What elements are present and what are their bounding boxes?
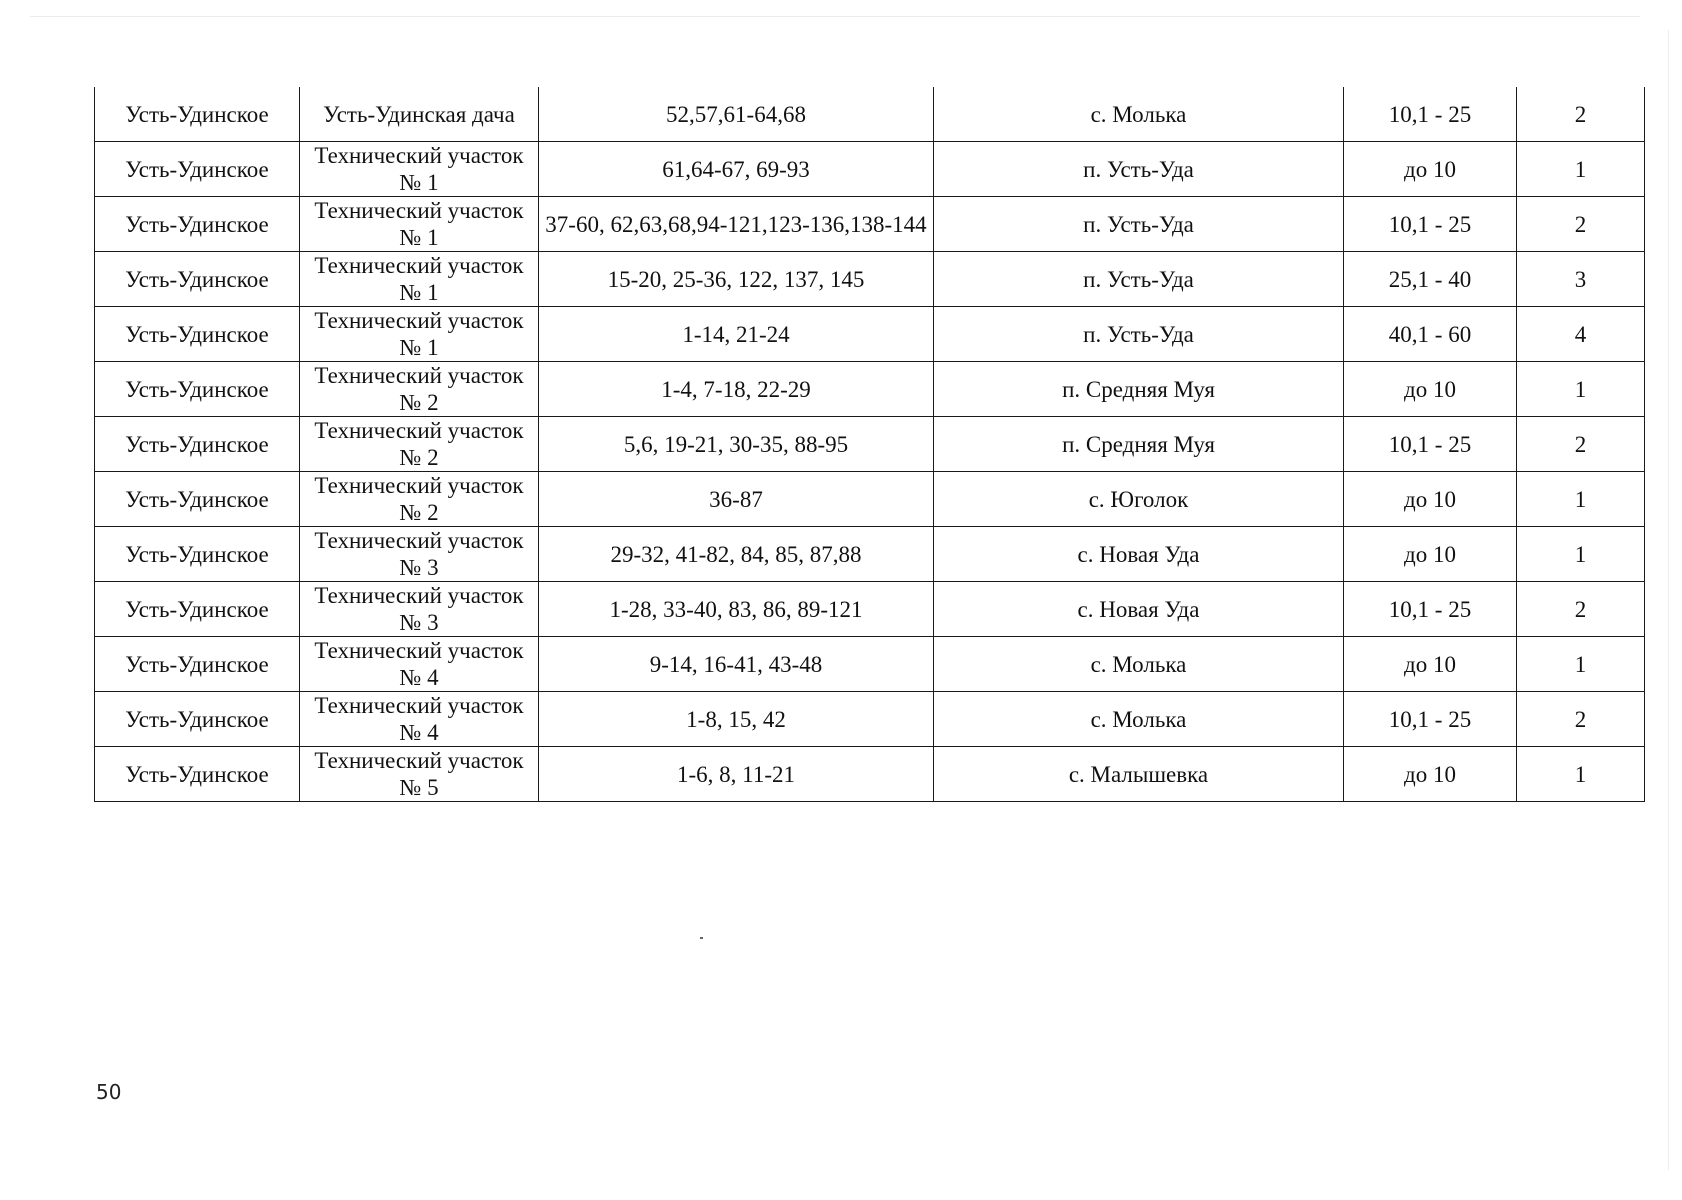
cell-municipality: Усть-Удинское xyxy=(95,582,300,637)
cell-plots: 29-32, 41-82, 84, 85, 87,88 xyxy=(539,527,934,582)
cell-plots: 1-28, 33-40, 83, 86, 89-121 xyxy=(539,582,934,637)
scan-artifact-top xyxy=(30,16,1640,17)
cell-settlement: п. Усть-Уда xyxy=(934,142,1344,197)
forest-zones-table xyxy=(94,87,1645,802)
cell-distance: 10,1 - 25 xyxy=(1344,417,1517,472)
cell-plots: 15-20, 25-36, 122, 137, 145 xyxy=(539,252,934,307)
cell-zone: 1 xyxy=(1517,527,1645,582)
cell-section: Технический участок № 5 xyxy=(300,747,539,802)
cell-settlement: п. Средняя Муя xyxy=(934,362,1344,417)
cell-municipality: Усть-Удинское xyxy=(95,87,300,142)
table-row xyxy=(95,692,1645,747)
cell-settlement: п. Средняя Муя xyxy=(934,417,1344,472)
cell-distance: до 10 xyxy=(1344,472,1517,527)
cell-municipality: Усть-Удинское xyxy=(95,142,300,197)
cell-distance: до 10 xyxy=(1344,527,1517,582)
cell-settlement: с. Молька xyxy=(934,637,1344,692)
cell-distance: 10,1 - 25 xyxy=(1344,197,1517,252)
cell-section: Технический участок № 2 xyxy=(300,472,539,527)
cell-zone: 1 xyxy=(1517,472,1645,527)
cell-zone: 1 xyxy=(1517,747,1645,802)
cell-section: Технический участок № 1 xyxy=(300,197,539,252)
cell-settlement: с. Новая Уда xyxy=(934,582,1344,637)
table-row xyxy=(95,527,1645,582)
cell-settlement: п. Усть-Уда xyxy=(934,197,1344,252)
cell-zone: 1 xyxy=(1517,362,1645,417)
cell-distance: 25,1 - 40 xyxy=(1344,252,1517,307)
table-row xyxy=(95,472,1645,527)
cell-distance: 10,1 - 25 xyxy=(1344,582,1517,637)
cell-settlement: п. Усть-Уда xyxy=(934,252,1344,307)
cell-plots: 5,6, 19-21, 30-35, 88-95 xyxy=(539,417,934,472)
cell-section: Усть-Удинская дача xyxy=(300,87,539,142)
cell-settlement: с. Новая Уда xyxy=(934,527,1344,582)
cell-distance: 10,1 - 25 xyxy=(1344,692,1517,747)
table-row xyxy=(95,582,1645,637)
cell-municipality: Усть-Удинское xyxy=(95,197,300,252)
page-number: 50 xyxy=(96,1080,122,1104)
table-row xyxy=(95,307,1645,362)
cell-municipality: Усть-Удинское xyxy=(95,417,300,472)
cell-zone: 3 xyxy=(1517,252,1645,307)
table-row xyxy=(95,142,1645,197)
cell-municipality: Усть-Удинское xyxy=(95,252,300,307)
scan-speck xyxy=(700,937,703,939)
table-body xyxy=(95,87,1645,802)
cell-distance: до 10 xyxy=(1344,637,1517,692)
cell-zone: 2 xyxy=(1517,197,1645,252)
table-row xyxy=(95,197,1645,252)
cell-municipality: Усть-Удинское xyxy=(95,362,300,417)
cell-settlement: с. Молька xyxy=(934,87,1344,142)
cell-municipality: Усть-Удинское xyxy=(95,472,300,527)
cell-section: Технический участок № 1 xyxy=(300,307,539,362)
cell-distance: 40,1 - 60 xyxy=(1344,307,1517,362)
table-row xyxy=(95,87,1645,142)
cell-distance: 10,1 - 25 xyxy=(1344,87,1517,142)
cell-zone: 2 xyxy=(1517,87,1645,142)
cell-plots: 61,64-67, 69-93 xyxy=(539,142,934,197)
cell-section: Технический участок № 1 xyxy=(300,142,539,197)
cell-section: Технический участок № 2 xyxy=(300,362,539,417)
cell-plots: 9-14, 16-41, 43-48 xyxy=(539,637,934,692)
cell-zone: 2 xyxy=(1517,417,1645,472)
cell-distance: до 10 xyxy=(1344,747,1517,802)
cell-municipality: Усть-Удинское xyxy=(95,747,300,802)
scan-artifact-right xyxy=(1668,30,1669,1170)
cell-settlement: с. Молька xyxy=(934,692,1344,747)
cell-municipality: Усть-Удинское xyxy=(95,692,300,747)
cell-distance: до 10 xyxy=(1344,142,1517,197)
cell-municipality: Усть-Удинское xyxy=(95,637,300,692)
cell-section: Технический участок № 2 xyxy=(300,417,539,472)
cell-distance: до 10 xyxy=(1344,362,1517,417)
table-row xyxy=(95,637,1645,692)
cell-section: Технический участок № 1 xyxy=(300,252,539,307)
cell-zone: 2 xyxy=(1517,582,1645,637)
cell-zone: 2 xyxy=(1517,692,1645,747)
cell-plots: 1-6, 8, 11-21 xyxy=(539,747,934,802)
cell-plots: 37-60, 62,63,68,94-121,123-136,138-144 xyxy=(539,197,934,252)
cell-settlement: с. Юголок xyxy=(934,472,1344,527)
cell-municipality: Усть-Удинское xyxy=(95,527,300,582)
table-row xyxy=(95,362,1645,417)
cell-settlement: п. Усть-Уда xyxy=(934,307,1344,362)
cell-plots: 36-87 xyxy=(539,472,934,527)
cell-section: Технический участок № 3 xyxy=(300,582,539,637)
cell-section: Технический участок № 4 xyxy=(300,692,539,747)
cell-zone: 4 xyxy=(1517,307,1645,362)
cell-zone: 1 xyxy=(1517,142,1645,197)
cell-plots: 1-8, 15, 42 xyxy=(539,692,934,747)
cell-zone: 1 xyxy=(1517,637,1645,692)
cell-section: Технический участок № 4 xyxy=(300,637,539,692)
cell-municipality: Усть-Удинское xyxy=(95,307,300,362)
table-row xyxy=(95,747,1645,802)
cell-section: Технический участок № 3 xyxy=(300,527,539,582)
cell-plots: 52,57,61-64,68 xyxy=(539,87,934,142)
table-row xyxy=(95,417,1645,472)
cell-settlement: с. Малышевка xyxy=(934,747,1344,802)
table-row xyxy=(95,252,1645,307)
cell-plots: 1-14, 21-24 xyxy=(539,307,934,362)
cell-plots: 1-4, 7-18, 22-29 xyxy=(539,362,934,417)
